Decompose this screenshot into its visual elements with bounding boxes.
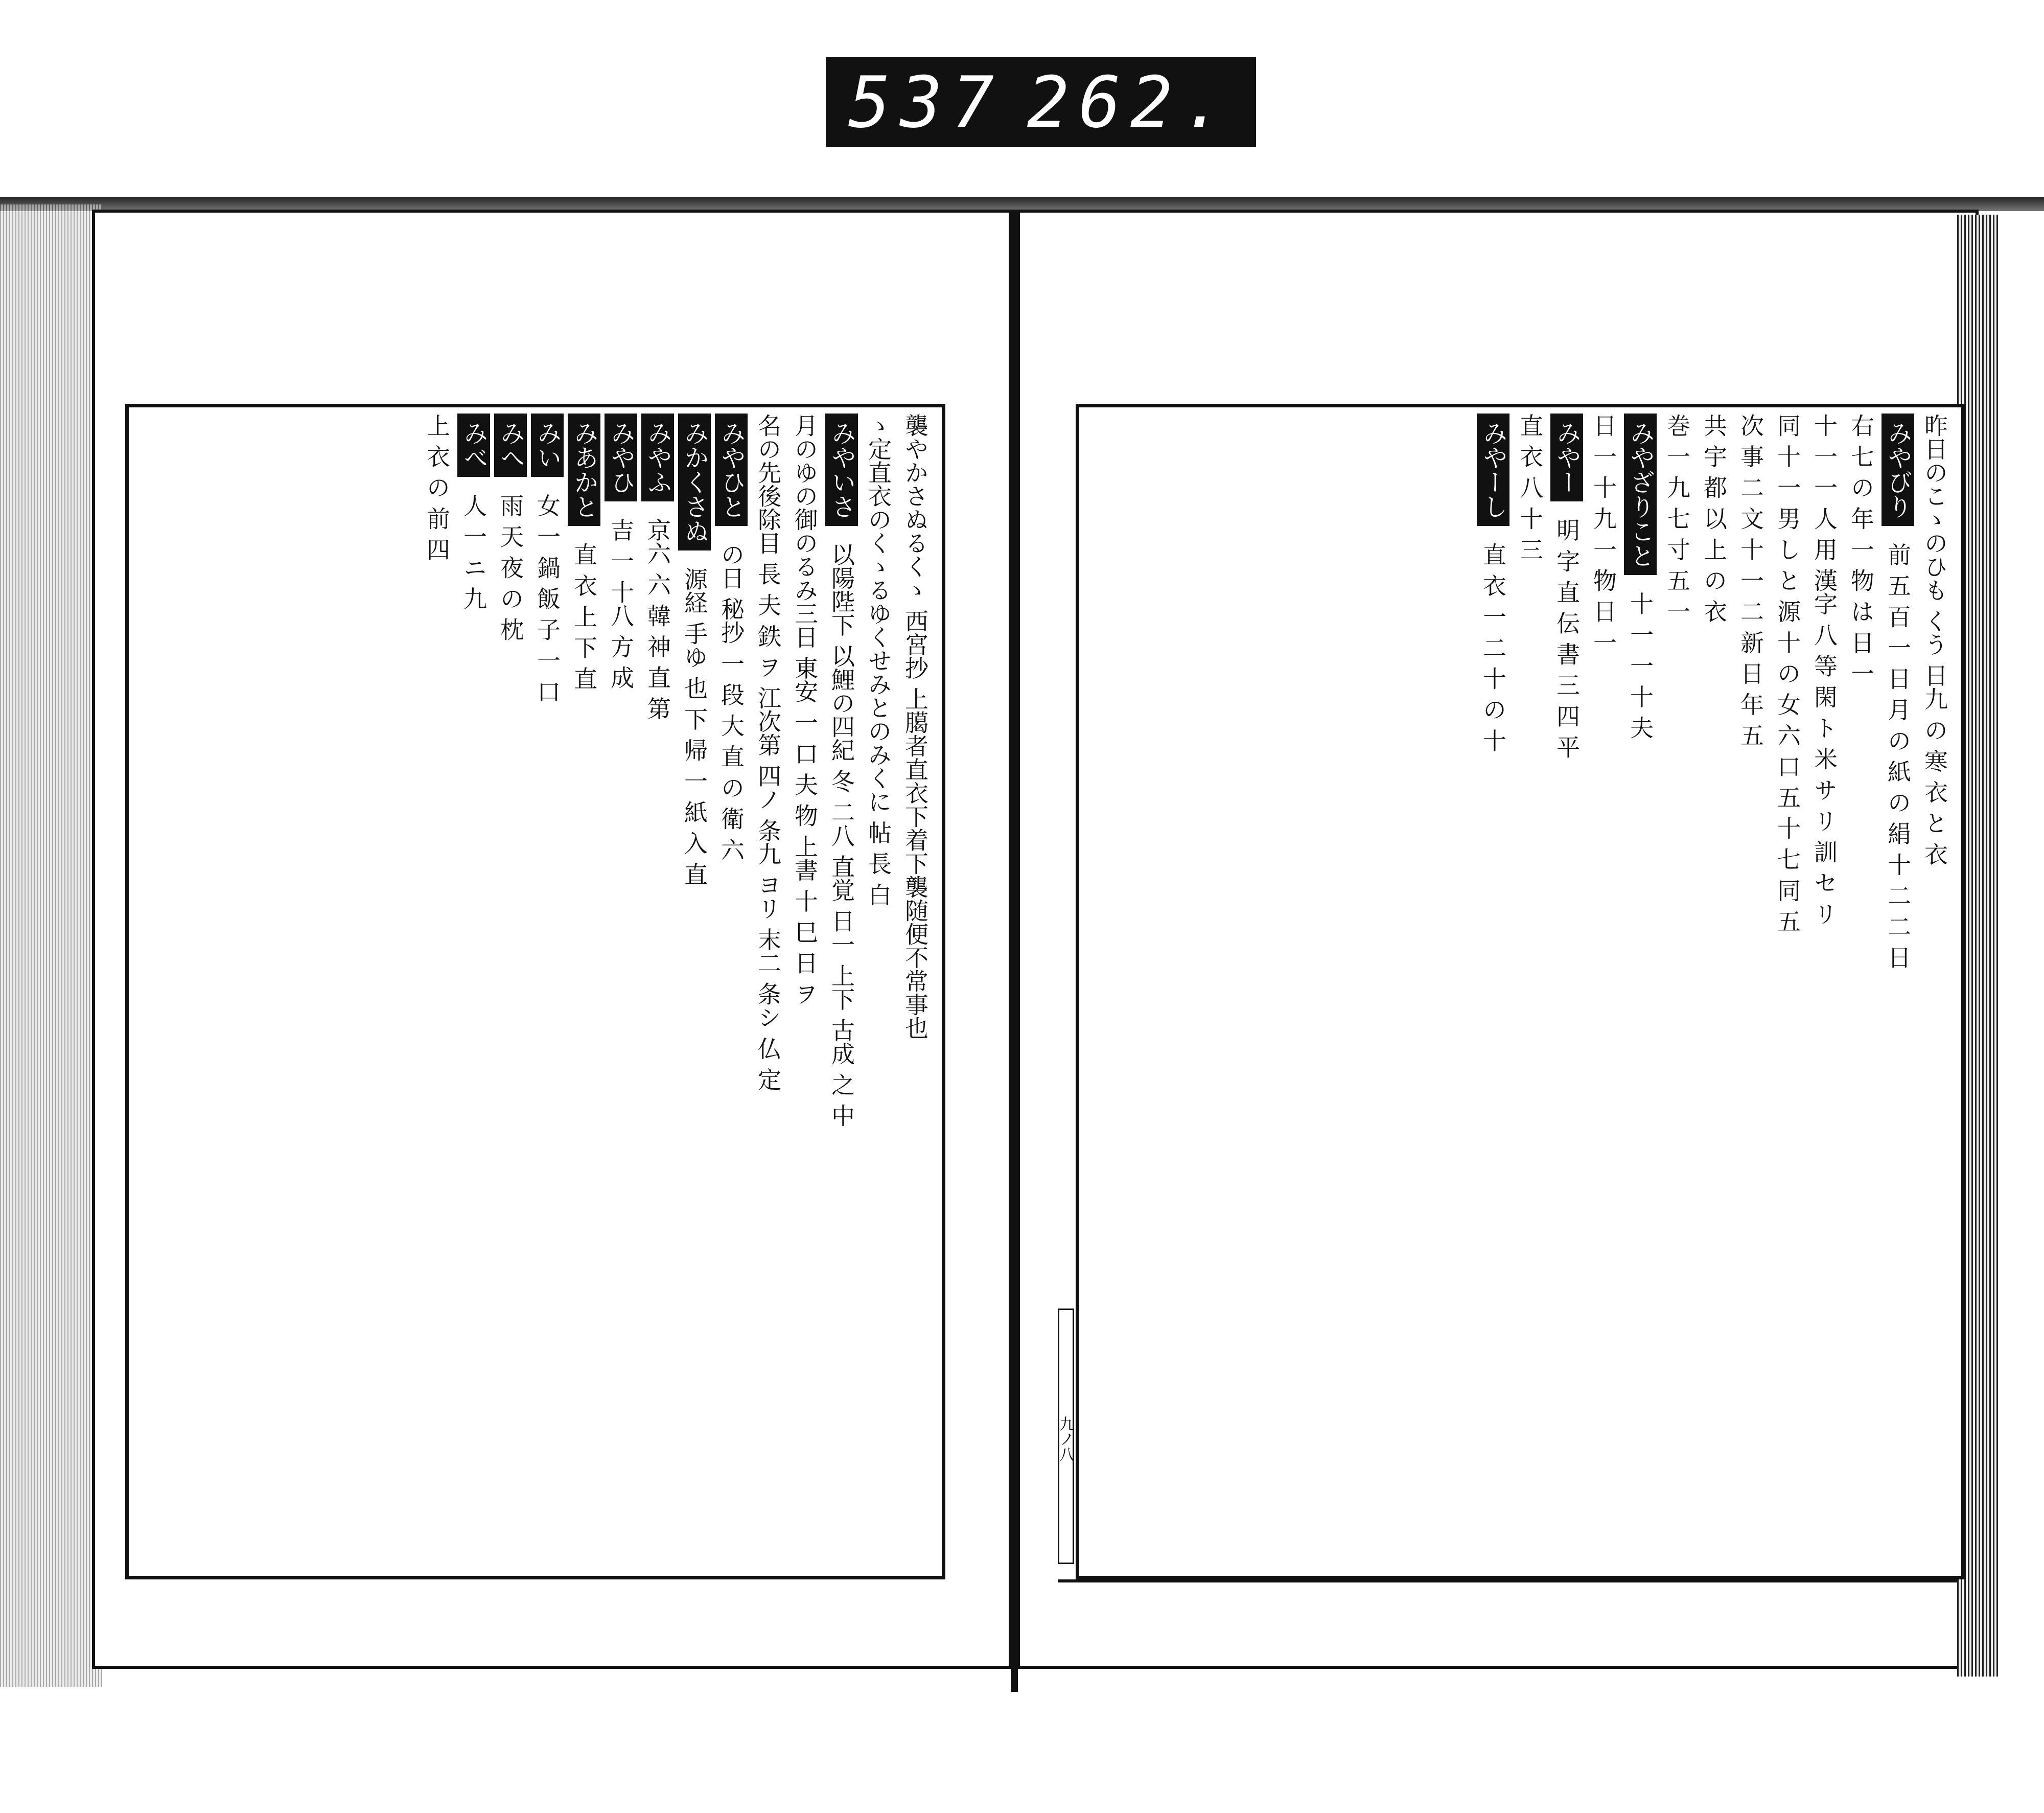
catalog-number-right: 262. (1027, 61, 1234, 144)
catalog-number-left: 537 (848, 61, 1004, 144)
text-column: 襲やかさぬるくゝ 西宮抄 上臈者直衣下着下襲随便不常事也 (901, 414, 929, 1040)
right-frame-foot-rule (1058, 1579, 1957, 1582)
right-text-frame (1076, 404, 1965, 1579)
text-column: 次 事 二 文 十 一 二 新 日 年 五 (1737, 414, 1764, 747)
headword: みやーし (1477, 414, 1509, 526)
left-text-frame (125, 404, 945, 1579)
text-column: 直 衣 八 十 三 (1516, 414, 1544, 561)
left-columns (137, 414, 934, 1570)
text-column: みやびり 前 五 百 一 日 月 の 紙 の 絹 十 二 二 日 (1879, 414, 1916, 1570)
headword: みやひ (605, 414, 637, 501)
headword: みやひと (715, 414, 748, 526)
scan-top-edge (0, 197, 2044, 211)
headword: みい (531, 414, 564, 477)
headword: みやびり (1882, 414, 1914, 526)
right-columns (1087, 414, 1953, 1570)
text-column: 名の先後除目 長 夫 鉄 ヲ 江次第 四ノ 条九 ヨリ 末二 条シ 仏 定 (754, 414, 782, 1091)
text-column: みい 女 一 鍋 飯 子 一 口 (529, 414, 566, 1570)
headword: みへ (494, 414, 527, 477)
text-column: 昨日のこゝのひも くう 日九 の 寒 衣 と 衣 (1921, 414, 1948, 866)
headword: みかくさぬ (678, 414, 711, 550)
text-column: 十 一 一 人 用 漢字 八 等 閑 ト 米 サ リ 訓 セ リ (1810, 414, 1838, 926)
text-column: みへ 雨 天 夜 の 枕 (492, 414, 529, 1570)
text-column: みやーし 直 衣 一 二 十 の 十 (1475, 414, 1512, 1570)
text-column: 日 一 十 九 一 物 日 一 (1590, 414, 1617, 654)
text-column: ゝ定直衣のくゝるゆくせみとのみくに 帖 長 白 (865, 414, 892, 906)
text-column: 共 宇 都 以 上 の 衣 (1700, 414, 1728, 623)
text-column: 月のゆの御のるみ三日 東安 一 口 夫 物 上書 十 巳 日 ヲ (791, 414, 819, 1006)
text-column: みべ 人 一 ニ 九 (455, 414, 492, 1570)
folio-number: 九ノ八 (1058, 1309, 1074, 1564)
text-column: みやざりこと 十 一 一 十 夫 (1622, 414, 1659, 1570)
headword: みべ (457, 414, 490, 477)
headword: みやいさ (825, 414, 858, 526)
text-column: みやいさ 以陽陛下 以鯉の四紀 冬 二八 直覚 日一 上下 古成 之 中 (823, 414, 860, 1570)
page-stack-left (0, 204, 102, 1687)
text-column: 同 十 一 男 し と 源 十 の 女 六 口 五 十 七 同 五 (1774, 414, 1801, 933)
text-column: みやひと の日 秘抄 一 段 大 直 の 衛 六 (713, 414, 750, 1570)
text-column: みやー 明 字 直 伝 書 三 四 平 (1548, 414, 1585, 1570)
book-spine (1011, 210, 1018, 1692)
text-column: 巻 一 九 七 寸 五 一 (1663, 414, 1691, 623)
text-column: みやふ 京六 六 韓 神 直 第 (639, 414, 676, 1570)
catalog-number-label (826, 57, 1256, 147)
text-column: みあかと 直 衣 上 下 直 (566, 414, 602, 1570)
headword: みやー (1550, 414, 1583, 501)
text-column: 上 衣 の 前 四 (423, 414, 451, 561)
text-column: みやひ 吉 一 十八 方 成 (602, 414, 639, 1570)
text-column: 右 七 の 年 一 物 は 日 一 (1847, 414, 1875, 685)
headword: みあかと (568, 414, 600, 526)
headword: みやざりこと (1624, 414, 1657, 575)
headword: みやふ (641, 414, 674, 501)
text-column: みかくさぬ 源経 手ゆ 也 下 帰 一 紙 入 直 (676, 414, 713, 1570)
